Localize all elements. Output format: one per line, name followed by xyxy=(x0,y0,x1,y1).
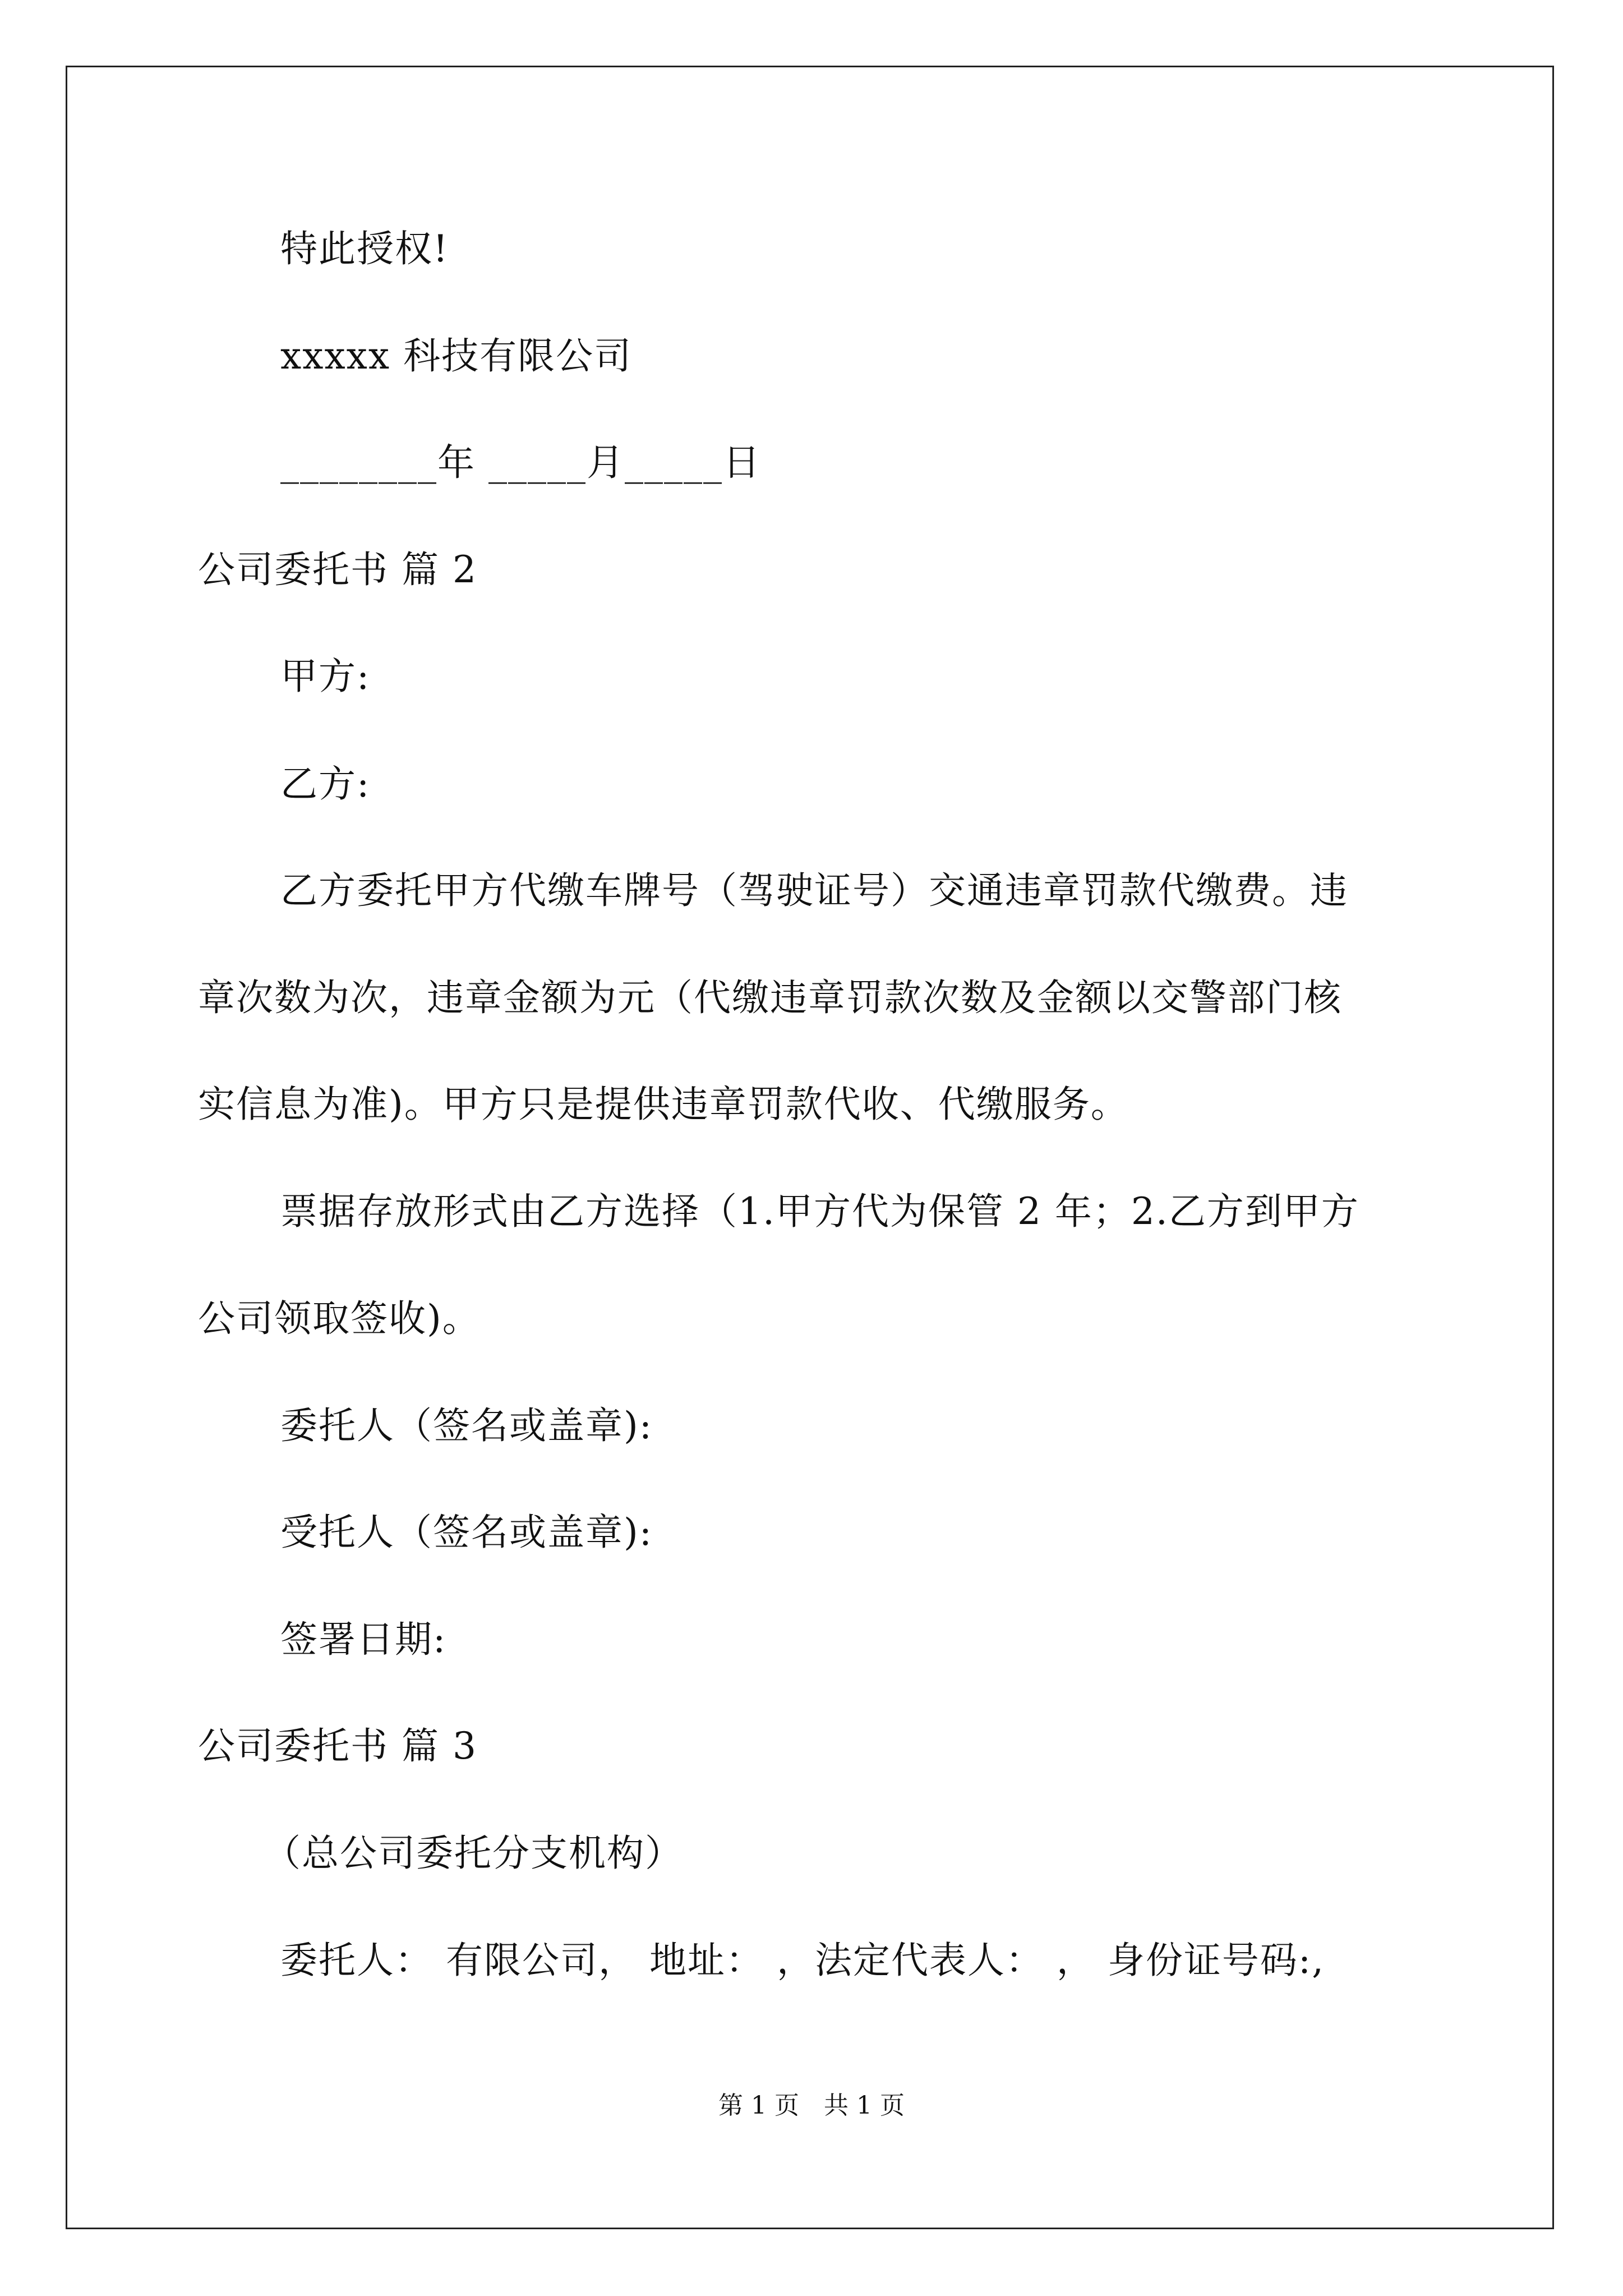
party-a-label: 甲方: xyxy=(280,655,371,698)
section-subtitle: （总公司委托分支机构） xyxy=(264,1832,683,1875)
page-footer: 第 1 页 共 1 页 xyxy=(718,2091,905,2120)
section-heading-3: 公司委托书 篇 3 xyxy=(198,1724,477,1768)
paragraph-line: 公司领取签收)。 xyxy=(198,1297,481,1340)
closing-authorization: 特此授权! xyxy=(280,227,449,270)
page-border xyxy=(66,66,1554,2229)
paragraph-line: 章次数为次，违章金额为元（代缴违章罚款次数及金额以交警部门核 xyxy=(198,976,1342,1019)
paragraph-line: 实信息为准)。甲方只是提供违章罚款代收、代缴服务。 xyxy=(198,1083,1129,1126)
section-heading-2: 公司委托书 篇 2 xyxy=(198,548,477,591)
signing-date-label: 签署日期: xyxy=(280,1618,447,1661)
party-b-label: 乙方: xyxy=(280,762,371,806)
principal-info-line: 委托人： 有限公司， 地址： ，法定代表人： ， 身份证号码:, xyxy=(280,1939,1325,1982)
paragraph-line: 票据存放形式由乙方选择（1.甲方代为保管 2 年；2.乙方到甲方 xyxy=(280,1190,1359,1233)
company-name: xxxxx 科技有限公司 xyxy=(280,334,633,378)
agent-signature-label: 受托人（签名或盖章): xyxy=(280,1511,653,1554)
date-line: ________年 _____月_____日 xyxy=(280,441,761,484)
paragraph-line: 乙方委托甲方代缴车牌号（驾驶证号）交通违章罚款代缴费。违 xyxy=(280,869,1348,912)
principal-signature-label: 委托人（签名或盖章): xyxy=(280,1404,653,1447)
